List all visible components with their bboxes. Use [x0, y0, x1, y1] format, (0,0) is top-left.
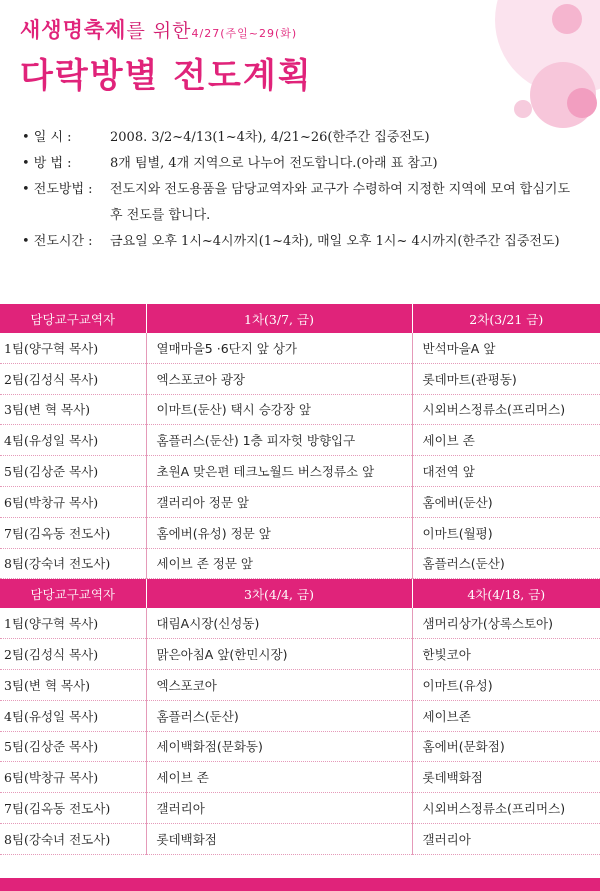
subtitle-connector: 를 위한	[126, 20, 192, 42]
team-cell: 6팀(박창규 목사)	[0, 486, 146, 517]
header-round: 1차(3/7, 금)	[146, 304, 412, 333]
location-cell: 갤러리아	[412, 823, 600, 854]
table-header-row	[0, 304, 600, 333]
header-round: 4차(4/18, 금)	[412, 579, 600, 609]
table-header-row	[0, 579, 600, 609]
location-cell: 홈에버(유성) 정문 앞	[146, 517, 412, 548]
info-value: 2008. 3/2~4/13(1~4차), 4/21~26(한주간 집중전도)	[110, 130, 430, 145]
schedule-table	[0, 304, 600, 855]
festival-name: 새생명축제	[20, 18, 127, 42]
location-cell: 홈에버(문화점)	[412, 731, 600, 762]
location-cell: 세이브존	[412, 700, 600, 731]
team-cell: 2팀(김성식 목사)	[0, 639, 146, 670]
location-cell: 세이백화점(문화동)	[146, 731, 412, 762]
info-label: • 방 법 :	[22, 156, 72, 171]
header-round: 3차(4/4, 금)	[146, 579, 412, 609]
location-cell: 엑스포코아 광장	[146, 363, 412, 394]
location-cell: 세이브 존	[146, 762, 412, 793]
table-row	[0, 333, 600, 363]
decor-circle-tiny	[514, 100, 532, 118]
table-row	[0, 639, 600, 670]
table-row	[0, 823, 600, 854]
team-cell: 8팀(강숙녀 전도사)	[0, 823, 146, 854]
info-block	[22, 125, 582, 255]
table-row	[0, 548, 600, 579]
location-cell: 홈플러스(둔산)	[412, 548, 600, 579]
location-cell: 세이브 존 정문 앞	[146, 548, 412, 579]
location-cell: 초원A 맞은편 테크노월드 버스정류소 앞	[146, 456, 412, 487]
subtitle	[20, 14, 313, 44]
team-cell: 7팀(김옥동 전도사)	[0, 793, 146, 824]
team-cell: 4팀(유성일 목사)	[0, 700, 146, 731]
header-staff: 담당교구교역자	[0, 579, 146, 609]
header	[20, 14, 313, 97]
info-value: 금요일 오후 1시~4시까지(1~4차), 매일 오후 1시~ 4시까지(한주간 집중전도)	[110, 234, 560, 249]
location-cell: 시외버스정류소(프리머스)	[412, 793, 600, 824]
table-row	[0, 762, 600, 793]
location-cell: 반석마을A 앞	[412, 333, 600, 363]
location-cell: 갤러리아	[146, 793, 412, 824]
location-cell: 이마트(월평)	[412, 517, 600, 548]
location-cell: 이마트(유성)	[412, 669, 600, 700]
table-row	[0, 394, 600, 425]
location-cell: 홈에버(둔산)	[412, 486, 600, 517]
page-title: 다락방별 전도계획	[20, 56, 313, 96]
location-cell: 갤러리아 정문 앞	[146, 486, 412, 517]
location-cell: 맑은아침A 앞(한민시장)	[146, 639, 412, 670]
team-cell: 7팀(김옥동 전도사)	[0, 517, 146, 548]
table-row	[0, 700, 600, 731]
table-row	[0, 363, 600, 394]
info-row-date	[22, 125, 582, 151]
info-row-time	[22, 229, 582, 255]
location-cell: 한빛코아	[412, 639, 600, 670]
info-row-procedure	[22, 177, 582, 229]
header-round: 2차(3/21 금)	[412, 304, 600, 333]
info-value: 전도지와 전도용품을 담당교역자와 교구가 수령하여 지정한 지역에 모여 합심기도 후 전도를 합니다.	[110, 182, 571, 223]
team-cell: 4팀(유성일 목사)	[0, 425, 146, 456]
festival-date: 4/27(주일~29(화)	[191, 27, 298, 40]
info-label: • 일 시 :	[22, 130, 72, 145]
info-row-method	[22, 151, 582, 177]
footer-bar	[0, 878, 600, 891]
table-row	[0, 731, 600, 762]
header-staff: 담당교구교역자	[0, 304, 146, 333]
table-row	[0, 517, 600, 548]
team-cell: 2팀(김성식 목사)	[0, 363, 146, 394]
decor-circle-small	[567, 88, 597, 118]
info-label: • 전도시간 :	[22, 234, 93, 249]
team-cell: 5팀(김상준 목사)	[0, 731, 146, 762]
location-cell: 대전역 앞	[412, 456, 600, 487]
table-row	[0, 669, 600, 700]
team-cell: 1팀(양구혁 목사)	[0, 608, 146, 638]
table-row	[0, 608, 600, 638]
location-cell: 롯데백화점	[146, 823, 412, 854]
team-cell: 5팀(김상준 목사)	[0, 456, 146, 487]
table-row	[0, 456, 600, 487]
table-row	[0, 425, 600, 456]
info-value: 8개 팀별, 4개 지역으로 나누어 전도합니다.(아래 표 참고)	[110, 156, 438, 171]
location-cell: 샘머리상가(상록스토아)	[412, 608, 600, 638]
location-cell: 롯데백화점	[412, 762, 600, 793]
table-row	[0, 486, 600, 517]
location-cell: 엑스포코아	[146, 669, 412, 700]
info-label: • 전도방법 :	[22, 182, 93, 197]
team-cell: 6팀(박창규 목사)	[0, 762, 146, 793]
location-cell: 롯데마트(관평동)	[412, 363, 600, 394]
location-cell: 시외버스정류소(프리머스)	[412, 394, 600, 425]
location-cell: 홈플러스(둔산) 1층 피자헛 방향입구	[146, 425, 412, 456]
team-cell: 3팀(변 혁 목사)	[0, 394, 146, 425]
team-cell: 8팀(강숙녀 전도사)	[0, 548, 146, 579]
location-cell: 이마트(둔산) 택시 승강장 앞	[146, 394, 412, 425]
decor-circle-top	[552, 4, 582, 34]
team-cell: 1팀(양구혁 목사)	[0, 333, 146, 363]
location-cell: 세이브 존	[412, 425, 600, 456]
team-cell: 3팀(변 혁 목사)	[0, 669, 146, 700]
table-row	[0, 793, 600, 824]
location-cell: 대림A시장(신성동)	[146, 608, 412, 638]
location-cell: 홈플러스(둔산)	[146, 700, 412, 731]
location-cell: 열매마을5 ·6단지 앞 상가	[146, 333, 412, 363]
